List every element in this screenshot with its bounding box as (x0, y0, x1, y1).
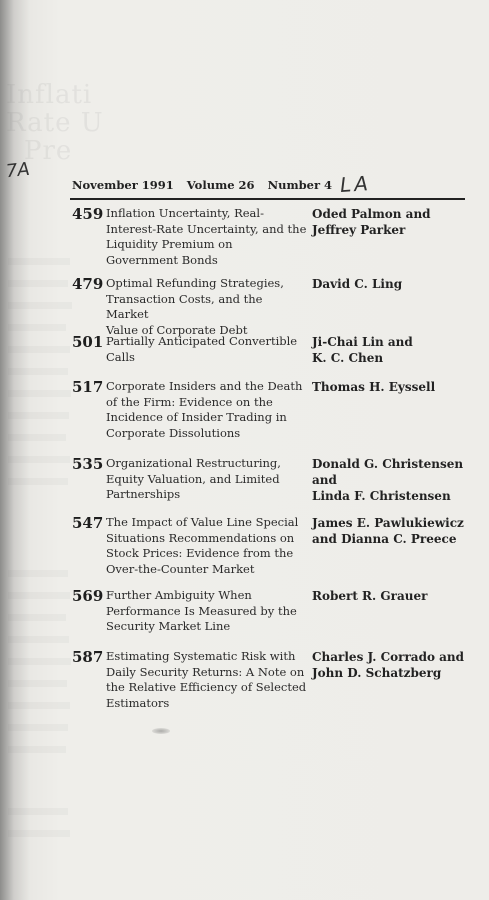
article-title (106, 276, 308, 338)
title-line: Organizational Restructuring, (106, 456, 281, 470)
article-authors (312, 456, 472, 504)
title-line: Interest-Rate Uncertainty, and the (106, 221, 307, 236)
article-title (106, 379, 308, 441)
article-authors (312, 515, 472, 547)
title-line: Performance Is Measured by the (106, 603, 297, 618)
handwritten-note-right: LA (339, 170, 372, 198)
author-line: Charles J. Corrado and (312, 650, 465, 664)
article-authors (312, 206, 472, 238)
title-line: Estimators (106, 695, 170, 710)
author-line: Oded Palmon and (312, 207, 431, 221)
title-line: Equity Valuation, and Limited (106, 471, 280, 486)
page-number: 569 (72, 587, 104, 605)
author-line: and (312, 473, 337, 487)
title-line: Stock Prices: Evidence from the (106, 546, 294, 561)
title-line: Corporate Insiders and the Death (106, 379, 303, 393)
article-title (106, 588, 308, 635)
ink-smudge (152, 728, 170, 734)
title-line: Inflation Uncertainty, Real- (106, 206, 264, 220)
article-authors (312, 588, 472, 604)
page-number: 517 (72, 378, 104, 396)
page-number: 501 (72, 333, 104, 351)
title-line: Government Bonds (106, 252, 218, 267)
article-title (106, 206, 308, 268)
author-line: Thomas H. Eyssell (312, 380, 436, 394)
article-title (106, 456, 308, 503)
page-number: 459 (72, 205, 104, 223)
page-number: 587 (72, 648, 104, 666)
article-authors (312, 379, 472, 395)
article-authors (312, 334, 472, 366)
title-line: Calls (106, 349, 135, 364)
author-line: David C. Ling (312, 277, 403, 291)
article-authors (312, 649, 472, 681)
issue-header (72, 178, 341, 192)
title-line: Partially Anticipated Convertible (106, 334, 298, 348)
issue-volume: Volume 26 (186, 178, 255, 192)
title-line: Incidence of Insider Trading in (106, 410, 287, 425)
author-line: and Dianna C. Preece (312, 532, 457, 546)
page-number: 547 (72, 514, 104, 532)
handwritten-note-left: 7A (4, 158, 31, 183)
title-line: the Relative Efficiency of Selected (106, 680, 307, 695)
issue-date: November 1991 (72, 178, 174, 192)
title-line: Daily Security Returns: A Note on (106, 664, 305, 679)
title-line: Liquidity Premium on (106, 237, 233, 252)
author-line: Jeffrey Parker (312, 223, 406, 237)
author-line: Ji-Chai Lin and (312, 335, 413, 349)
title-line: Transaction Costs, and the Market (106, 291, 263, 322)
title-line: Optimal Refunding Strategies, (106, 276, 284, 290)
author-line: Linda F. Christensen (312, 489, 451, 503)
title-line: The Impact of Value Line Special (106, 515, 299, 529)
page-number: 479 (72, 275, 104, 293)
page-number: 535 (72, 455, 104, 473)
title-line: Corporate Dissolutions (106, 425, 241, 440)
article-title (106, 649, 308, 711)
title-line: Over-the-Counter Market (106, 561, 255, 576)
author-line: John D. Schatzberg (312, 666, 442, 680)
title-line: Value of Corporate Debt (106, 322, 248, 337)
author-line: Robert R. Grauer (312, 589, 428, 603)
title-line: Further Ambiguity When (106, 588, 252, 602)
author-line: Donald G. Christensen (312, 457, 464, 471)
title-line: Estimating Systematic Risk with (106, 649, 296, 663)
title-line: Security Market Line (106, 619, 231, 634)
author-line: James E. Pawlukiewicz (312, 516, 464, 530)
article-title (106, 334, 308, 365)
title-line: Situations Recommendations on (106, 530, 295, 545)
article-authors (312, 276, 472, 292)
title-line: of the Firm: Evidence on the (106, 394, 273, 409)
author-line: K. C. Chen (312, 351, 384, 365)
issue-number: Number 4 (267, 178, 333, 192)
title-line: Partnerships (106, 487, 181, 502)
article-title (106, 515, 308, 577)
header-rule (70, 198, 465, 200)
